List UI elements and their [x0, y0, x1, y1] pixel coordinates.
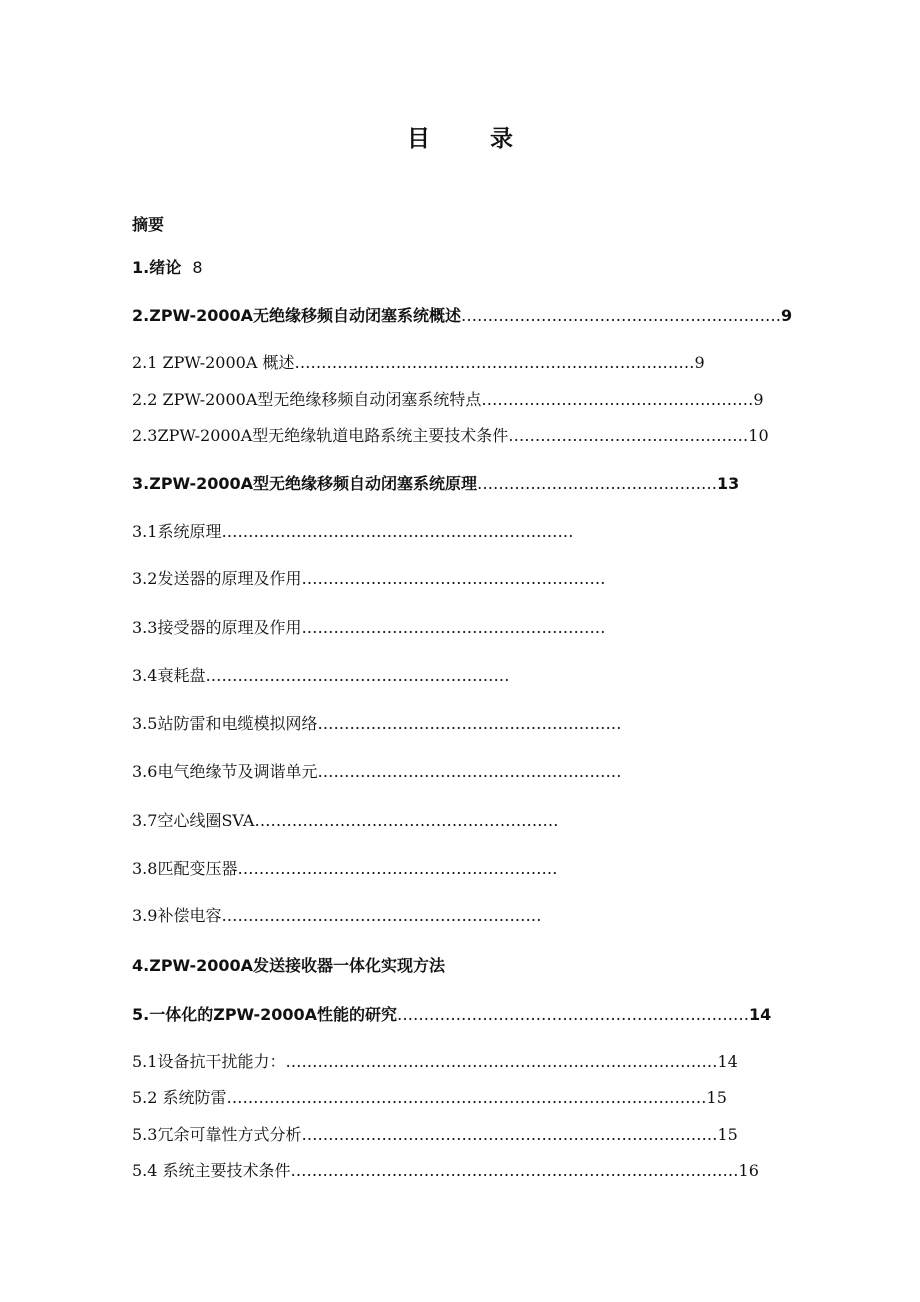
toc-entry-text: 3.4衰耗盘	[132, 666, 206, 685]
toc-entry-3-8[interactable]	[132, 859, 557, 879]
toc-entry-text: 3.5站防雷和电缆模拟网络	[132, 714, 318, 733]
toc-entry-text: 5.4 系统主要技术条件	[132, 1161, 291, 1180]
toc-entry-text: 4.ZPW-2000A发送接收器一体化实现方法	[132, 956, 446, 975]
toc-entry-text: 5.3冗余可靠性方式分析	[132, 1125, 302, 1144]
toc-leader: ………………………………………	[477, 474, 718, 493]
toc-leader: …………………………………………………………	[397, 1005, 750, 1024]
toc-leader: …………………………………………………	[254, 811, 559, 830]
toc-entry-3-7[interactable]	[132, 811, 558, 831]
toc-entry-page: 9	[781, 306, 793, 325]
toc-entry-page: 10	[748, 426, 769, 445]
toc-entry-text: 3.7空心线圈SVA	[132, 811, 255, 830]
toc-entry-5-1[interactable]	[132, 1052, 738, 1072]
toc-entry-text: 1.绪论	[132, 258, 193, 277]
toc-entry-page: 14	[749, 1005, 772, 1024]
toc-entry-page: 15	[717, 1125, 738, 1144]
toc-entry-text: 3.2发送器的原理及作用	[132, 569, 302, 588]
toc-leader: ………………………………………………………………………	[285, 1052, 718, 1071]
toc-entry-page: 9	[694, 353, 705, 372]
toc-entry-2-1[interactable]	[132, 353, 705, 373]
toc-leader: ……………………………………………………	[221, 906, 542, 925]
toc-leader: …………………………………………………………………………	[290, 1161, 739, 1180]
page-title: 目 录	[406, 126, 539, 152]
toc-entry-text: 3.8匹配变压器	[132, 859, 238, 878]
toc-entry-page: 8	[192, 258, 203, 277]
toc-leader: …………………………………………………	[301, 618, 606, 637]
toc-entry-3-9[interactable]	[132, 906, 541, 926]
toc-entry-page: 15	[706, 1088, 727, 1107]
toc-leader: …………………………………………………………	[221, 522, 574, 541]
toc-leader: ……………………………………………………………………	[301, 1125, 718, 1144]
toc-entry-3-3[interactable]	[132, 618, 605, 638]
toc-entry-2[interactable]	[132, 306, 792, 326]
toc-entry-text: 3.6电气绝缘节及调谐单元	[132, 762, 318, 781]
toc-entry-page: 14	[717, 1052, 738, 1071]
toc-entry-text: 5.1设备抗干扰能力：	[132, 1052, 286, 1071]
toc-entry-text: 3.ZPW-2000A型无绝缘移频自动闭塞系统原理	[132, 474, 478, 493]
toc-entry-text: 2.3ZPW-2000A型无绝缘轨道电路系统主要技术条件	[132, 426, 509, 445]
toc-entry-abstract[interactable]	[132, 215, 164, 235]
toc-entry-page: 16	[738, 1161, 759, 1180]
toc-leader: ………………………………………	[508, 426, 749, 445]
toc-entry-3-2[interactable]	[132, 569, 605, 589]
toc-leader: …………………………………………………	[301, 569, 606, 588]
toc-entry-4[interactable]	[132, 956, 445, 976]
toc-entry-text: 2.ZPW-2000A无绝缘移频自动闭塞系统概述	[132, 306, 462, 325]
toc-entry-3[interactable]	[132, 474, 739, 494]
toc-entry-page: 9	[753, 390, 764, 409]
toc-leader: ………………………………………………………………………………	[226, 1088, 707, 1107]
toc-entry-3-6[interactable]	[132, 762, 621, 782]
toc-leader: …………………………………………………	[205, 666, 510, 685]
toc-entry-5-2[interactable]	[132, 1088, 727, 1108]
toc-entry-1[interactable]	[132, 258, 203, 278]
toc-entry-text: 3.9补偿电容	[132, 906, 222, 925]
toc-entry-3-5[interactable]	[132, 714, 621, 734]
toc-entry-3-4[interactable]	[132, 666, 509, 686]
toc-entry-5[interactable]	[132, 1005, 771, 1025]
toc-entry-text: 3.3接受器的原理及作用	[132, 618, 302, 637]
toc-entry-text: 摘要	[132, 215, 165, 234]
toc-entry-page: 13	[717, 474, 740, 493]
toc-entry-2-3[interactable]	[132, 426, 769, 446]
toc-entry-3-1[interactable]	[132, 522, 573, 542]
toc-entry-5-4[interactable]	[132, 1161, 759, 1181]
toc-entry-text: 2.2 ZPW-2000A型无绝缘移频自动闭塞系统特点	[132, 390, 482, 409]
toc-entry-text: 5.2 系统防雷	[132, 1088, 227, 1107]
toc-entry-text: 3.1系统原理	[132, 522, 222, 541]
toc-leader: …………………………………………………	[317, 762, 622, 781]
toc-entry-5-3[interactable]	[132, 1125, 738, 1145]
toc-leader: ……………………………………………………	[461, 306, 782, 325]
toc-leader: ……………………………………………………	[237, 859, 558, 878]
toc-entry-text: 2.1 ZPW-2000A 概述	[132, 353, 295, 372]
toc-leader: ……………………………………………	[481, 390, 754, 409]
toc-leader: …………………………………………………………………	[294, 353, 695, 372]
toc-leader: …………………………………………………	[317, 714, 622, 733]
toc-entry-2-2[interactable]	[132, 390, 764, 410]
toc-entry-text: 5.一体化的ZPW-2000A性能的研究	[132, 1005, 398, 1024]
